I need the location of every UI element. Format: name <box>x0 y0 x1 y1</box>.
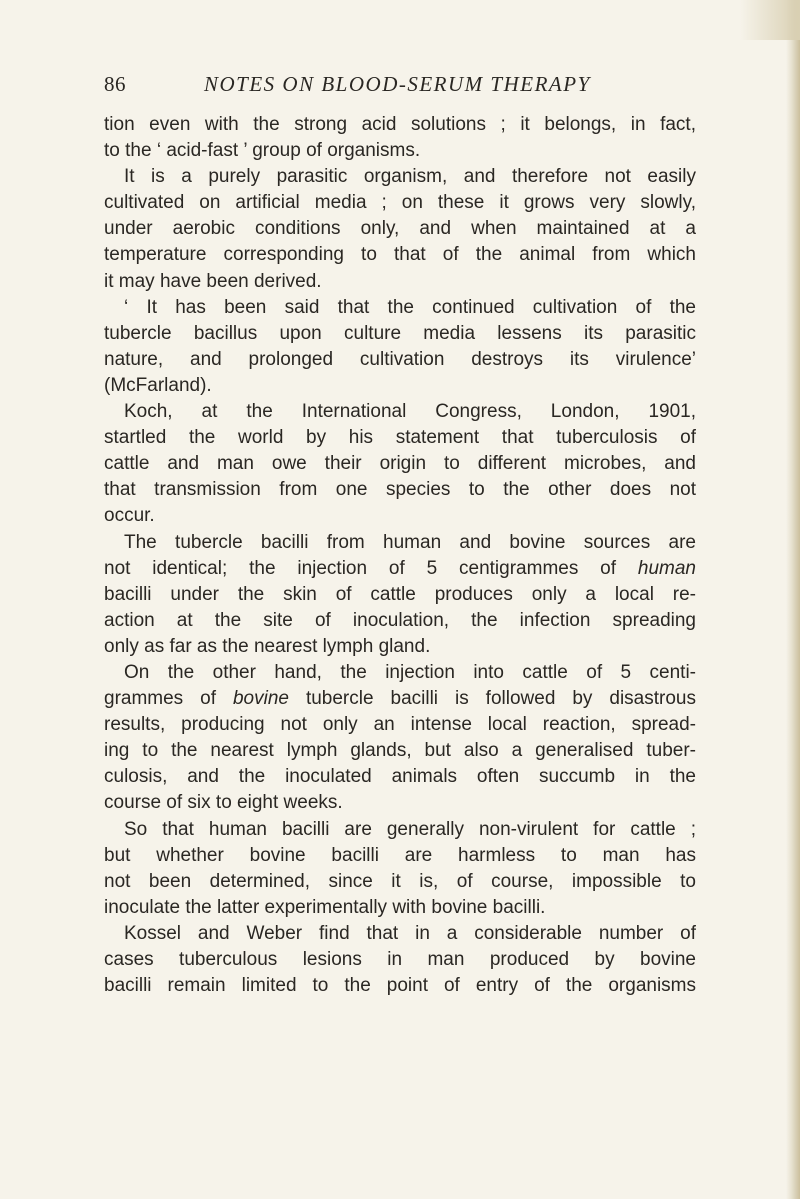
text-line: Kossel and Weber find that in a considerable number of <box>124 922 696 944</box>
text-line: So that human bacilli are generally non-virulent for cattle ; <box>124 818 696 840</box>
text-line <box>104 556 696 582</box>
text-line: culosis, and the inoculated animals often succumb in the <box>104 766 696 788</box>
text-line: inoculate the latter experimentally with bovine bacilli. <box>104 896 546 918</box>
page-number: 86 <box>104 72 126 96</box>
text-line: bacilli under the skin of cattle produces only a local re- <box>104 583 696 605</box>
text-line: On the other hand, the injection into cattle of 5 centi- <box>124 661 696 683</box>
text-line: course of six to eight weeks. <box>104 792 343 814</box>
text-line <box>104 686 696 712</box>
text-line: startled the world by his statement that tuberculosis of <box>104 427 696 449</box>
text-line: it may have been derived. <box>104 270 322 292</box>
text-line: action at the site of inoculation, the infection spreading <box>104 609 696 631</box>
emphasis-bovine: bovine <box>232 688 289 710</box>
page-corner-shadow <box>740 0 800 40</box>
text-line: nature, and prolonged cultivation destroys its virulence’ <box>104 348 696 370</box>
text-line-segment: tubercle bacilli is followed by disastrous <box>305 688 696 710</box>
text-line: tion even with the strong acid solutions ; it belongs, in fact, <box>104 114 696 135</box>
running-head: NOTES ON BLOOD-SERUM THERAPY <box>204 72 591 96</box>
text-line: Koch, at the International Congress, London, 1901, <box>124 401 696 423</box>
text-line: (McFarland). <box>104 374 212 396</box>
text-line: to the ‘ acid-fast ’ group of organisms. <box>104 140 421 162</box>
text-line: bacilli remain limited to the point of entry of the organisms <box>104 975 696 997</box>
text-line: tubercle bacillus upon culture media lessens its parasitic <box>104 322 696 344</box>
text-line: but whether bovine bacilli are harmless to man has <box>104 844 696 866</box>
text-line: cattle and man owe their origin to different microbes, and <box>104 453 696 475</box>
text-line: cases tuberculous lesions in man produced by bovine <box>104 949 696 970</box>
text-line: temperature corresponding to that of the animal from which <box>104 244 696 266</box>
text-line: results, producing not only an intense local reaction, spread- <box>104 714 696 736</box>
text-line: The tubercle bacilli from human and bovine sources are <box>124 531 696 553</box>
text-line: that transmission from one species to the other does not <box>104 479 696 501</box>
text-line: cultivated on artificial media ; on these it grows very slowly, <box>104 192 696 214</box>
text-line: only as far as the nearest lymph gland. <box>104 635 431 657</box>
text-line-segment: not identical; the injection of 5 centigrammes of <box>104 557 617 579</box>
body-text <box>104 112 696 999</box>
emphasis-human: human <box>637 557 696 579</box>
text-line: It is a purely parasitic organism, and therefore not easily <box>124 166 696 188</box>
page-header <box>104 72 696 102</box>
text-line: occur. <box>104 505 155 527</box>
page-edge-shadow <box>786 0 800 1199</box>
text-line-segment: grammes of <box>104 688 216 710</box>
text-line: ‘ It has been said that the continued cultivation of the <box>124 296 696 318</box>
text-line: not been determined, since it is, of course, impossible to <box>104 870 696 892</box>
text-line: ing to the nearest lymph glands, but also a generalised tuber- <box>104 740 696 762</box>
text-line: under aerobic conditions only, and when maintained at a <box>104 218 696 240</box>
